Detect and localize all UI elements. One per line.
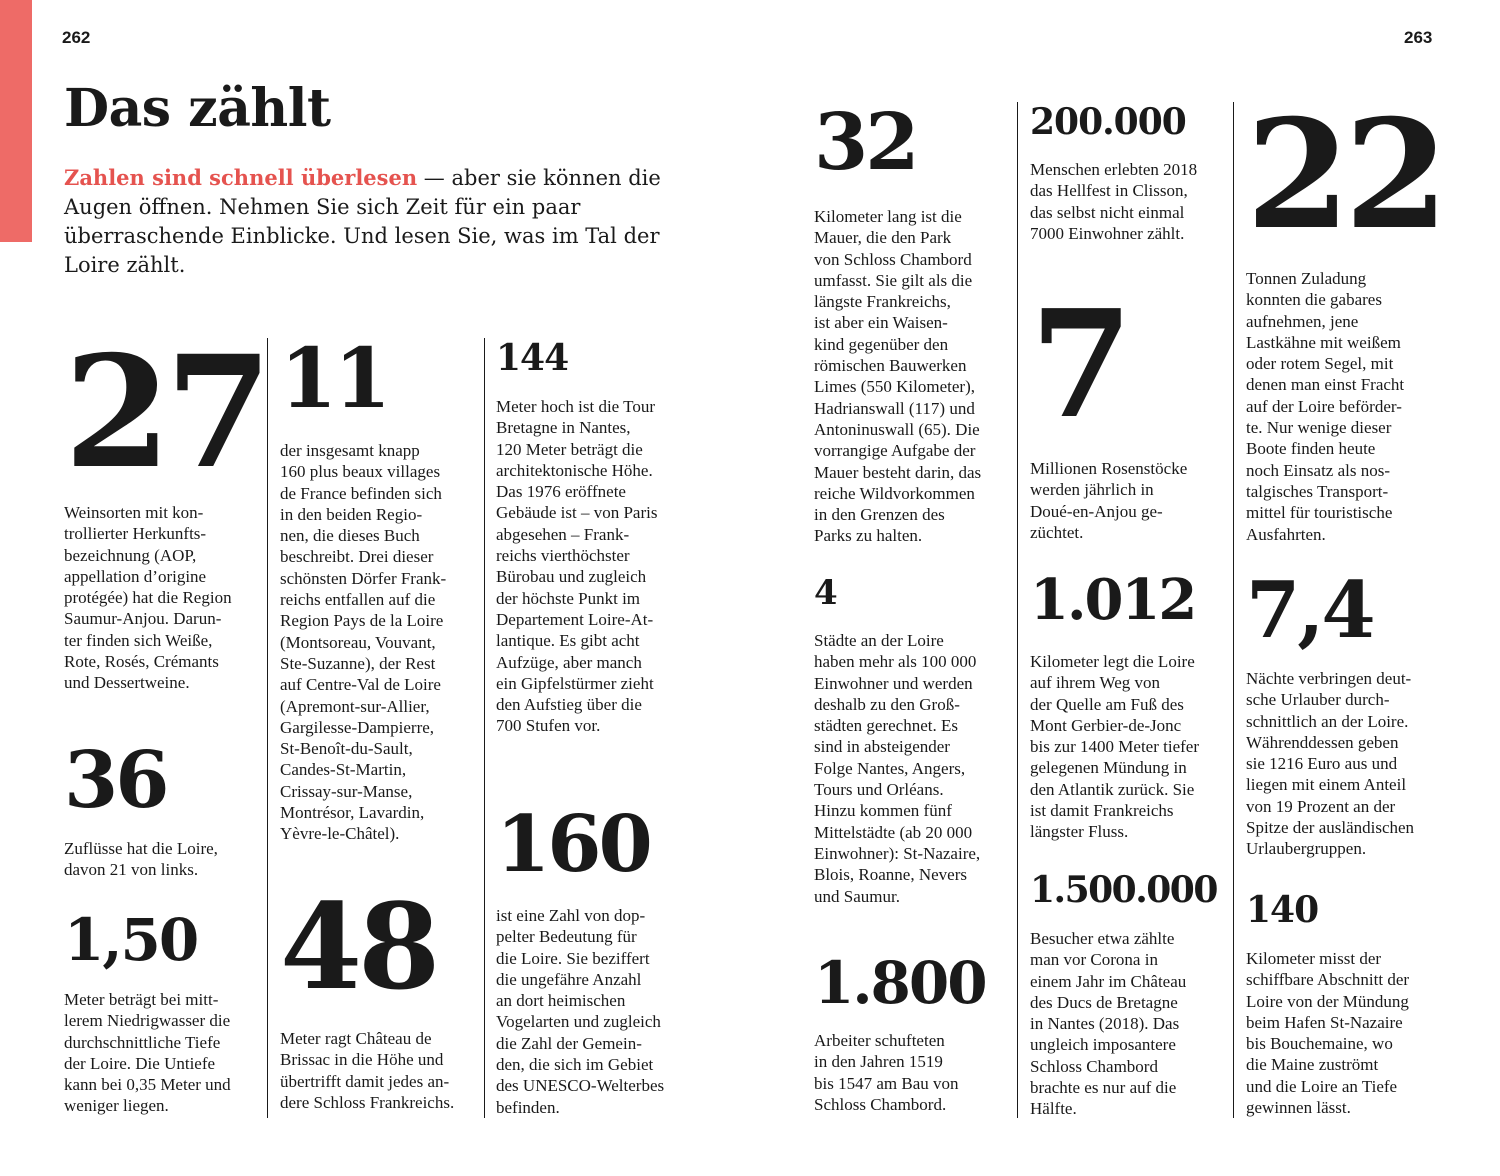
column-divider — [1017, 102, 1018, 1118]
fact-item — [814, 949, 986, 1115]
fact-item — [64, 322, 267, 694]
fact-text: Arbeiter schufteten in den Jahren 1519 bis 1547 am Bau von Schloss Chambord. — [814, 1031, 959, 1114]
fact-text: Meter hoch ist die Tour Bretagne in Nantes, 120 Meter beträgt die architektonische Höhe. Das 1976 eröffnete Gebäude ist – von Paris abgesehen – Frank- reichs vierthöchster Bürobau und zugleich der höchste Punkt im Departement Loire-At- lantique. Es gibt acht Aufzüge, aber manch ein Gipfelstürmer zieht den Aufstieg über die 700 Stufen vor. — [496, 397, 658, 736]
fact-item — [1030, 101, 1198, 244]
fact-number: 32 — [814, 97, 917, 188]
intro-highlight: Zahlen sind schnell überlesen — [64, 165, 418, 190]
page-number-left: 262 — [62, 28, 91, 47]
fact-item — [496, 337, 658, 737]
fact-number: 1.800 — [814, 949, 986, 1017]
fact-number: 1,50 — [64, 906, 198, 974]
page-title: Das zählt — [64, 78, 331, 139]
fact-text: Meter beträgt bei mitt- lerem Niedrigwasser die durchschnittliche Tiefe der Loire. Die Untiefe kann bei 0,35 Meter und weniger liegen. — [64, 990, 231, 1116]
fact-text: Menschen erlebten 2018 das Hellfest in Clisson, das selbst nicht einmal 7000 Einwohner zählt. — [1030, 160, 1198, 243]
fact-text: Zuflüsse hat die Loire, davon 21 von links. — [64, 839, 218, 880]
fact-number: 1.500.000 — [1030, 869, 1217, 911]
fact-item — [814, 97, 982, 547]
fact-number: 1.012 — [1030, 567, 1196, 633]
fact-item — [1030, 567, 1199, 843]
fact-item — [280, 877, 455, 1113]
fact-number: 22 — [1246, 87, 1443, 263]
fact-text: Kilometer lang ist die Mauer, die den Park von Schloss Chambord umfasst. Sie gilt als die längste Frankreichs, ist aber ein Waisen- kind gegenüber den römischen Bauwerken Limes (550 Kilometer), Hadrianswall (117) und Antoninuswall (65). Die vorrangige Aufgabe der Mauer besteht darin, das reiche Wildvorkommen in den Grenzen des Parks zu halten. — [814, 207, 982, 546]
fact-text: Kilometer misst der schiffbare Abschnitt der Loire von der Mündung beim Hafen St-Nazaire bis Bouchemaine, wo die Maine zuströmt und die Loire an Tiefe gewinnen lässt. — [1246, 949, 1410, 1118]
fact-number: 36 — [64, 735, 167, 826]
column-divider — [484, 338, 485, 1118]
fact-text: Nächte verbringen deut- sche Urlauber durch- schnittlich an der Loire. Währenddessen geben sie 1216 Euro aus und liegen mit einem Anteil von 19 Prozent an der Spitze der ausländischen Urlaubergruppen. — [1246, 669, 1415, 859]
fact-text: Meter ragt Château de Brissac in die Höhe und übertrifft damit jedes an- dere Schloss Frankreichs. — [280, 1029, 455, 1112]
fact-number: 4 — [814, 573, 836, 613]
fact-number: 144 — [496, 337, 569, 379]
fact-text: Besucher etwa zählte man vor Corona in einem Jahr im Château des Ducs de Bretagne in Nantes (2018). Das ungleich imposantere Schloss Chambord brachte es nur auf die Hälfte. — [1030, 929, 1187, 1119]
fact-item — [1030, 277, 1188, 543]
fact-item — [1246, 87, 1443, 545]
fact-text: Weinsorten mit kon- trollierter Herkunfts- bezeichnung (AOP, appellation d’origine protégée) hat die Region Saumur-Anjou. Darun- ter finden sich Weiße, Rote, Rosés, Crémants und Dessertweine. — [64, 503, 232, 693]
fact-text: Millionen Rosenstöcke werden jährlich in Doué-en-Anjou ge- züchtet. — [1030, 459, 1188, 542]
fact-item — [64, 735, 218, 881]
fact-number: 7 — [1030, 277, 1129, 451]
fact-number: 7,4 — [1246, 565, 1373, 656]
accent-bar — [0, 0, 32, 242]
fact-text: Tonnen Zuladung konnten die gabares aufnehmen, jene Lastkähne mit weißem oder rotem Segel, mit denen man einst Fracht auf der Loire beförder- te. Nur wenige dieser Boote finden heute noch Einsatz als nos- talgisches Transport- mittel für touristische Ausfahrten. — [1246, 269, 1405, 544]
fact-number: 200.000 — [1030, 101, 1186, 143]
fact-number: 160 — [496, 799, 650, 890]
intro-text: — aber sie können die Augen öffnen. Nehmen Sie sich Zeit für ein paar überraschende Einblicke. Und lesen Sie, was im Tal der Loire zählt. — [64, 166, 661, 277]
fact-text: Städte an der Loire haben mehr als 100 000 Einwohner und werden deshalb zu den Groß- städten gerechnet. Es sind in absteigender Folge Nantes, Angers, Tours und Orléans. Hinzu kommen fünf Mittelstädte (ab 20 000 Einwohner): St-Nazaire, Blois, Roanne, Nevers und Saumur. — [814, 631, 981, 906]
fact-item — [1246, 889, 1410, 1118]
fact-number: 11 — [280, 331, 389, 427]
fact-number: 140 — [1246, 889, 1319, 931]
fact-text: der insgesamt knapp 160 plus beaux villages de France befinden sich in den beiden Regio- nen, die dieses Buch beschreibt. Drei dieser schönsten Dörfer Frank- reichs entfallen auf die Region Pays de la Loire (Montsoreau, Vouvant, Ste-Suzanne), der Rest auf Centre-Val de Loire (Apremont-sur-Allier, Gargilesse-Dampierre, St-Benoît-du-Sault, Candes-St-Martin, Crissay-sur-Manse, Montrésor, Lavardin, Yèvre-le-Châtel). — [280, 441, 447, 844]
fact-item — [814, 573, 981, 907]
fact-text: ist eine Zahl von dop- pelter Bedeutung für die Loire. Sie beziffert die ungefähre Anzahl an dort heimischen Vogelarten und zugleich die Zahl der Gemein- den, die sich im Gebiet des UNESCO-Welterbes befinden. — [496, 906, 665, 1117]
page-number-right: 263 — [1404, 28, 1433, 47]
fact-item — [1030, 869, 1217, 1120]
intro-paragraph — [64, 163, 704, 280]
column-divider — [267, 338, 268, 1118]
fact-number: 27 — [64, 322, 267, 503]
fact-item — [1246, 565, 1415, 860]
column-divider — [1233, 102, 1234, 1118]
fact-item — [64, 906, 231, 1117]
fact-number: 48 — [280, 877, 437, 1016]
fact-text: Kilometer legt die Loire auf ihrem Weg von der Quelle am Fuß des Mont Gerbier-de-Jonc bis zur 1400 Meter tiefer gelegenen Mündung in den Atlantik zurück. Sie ist damit Frankreichs längster Fluss. — [1030, 652, 1199, 842]
fact-item — [496, 799, 665, 1118]
fact-item — [280, 331, 447, 845]
